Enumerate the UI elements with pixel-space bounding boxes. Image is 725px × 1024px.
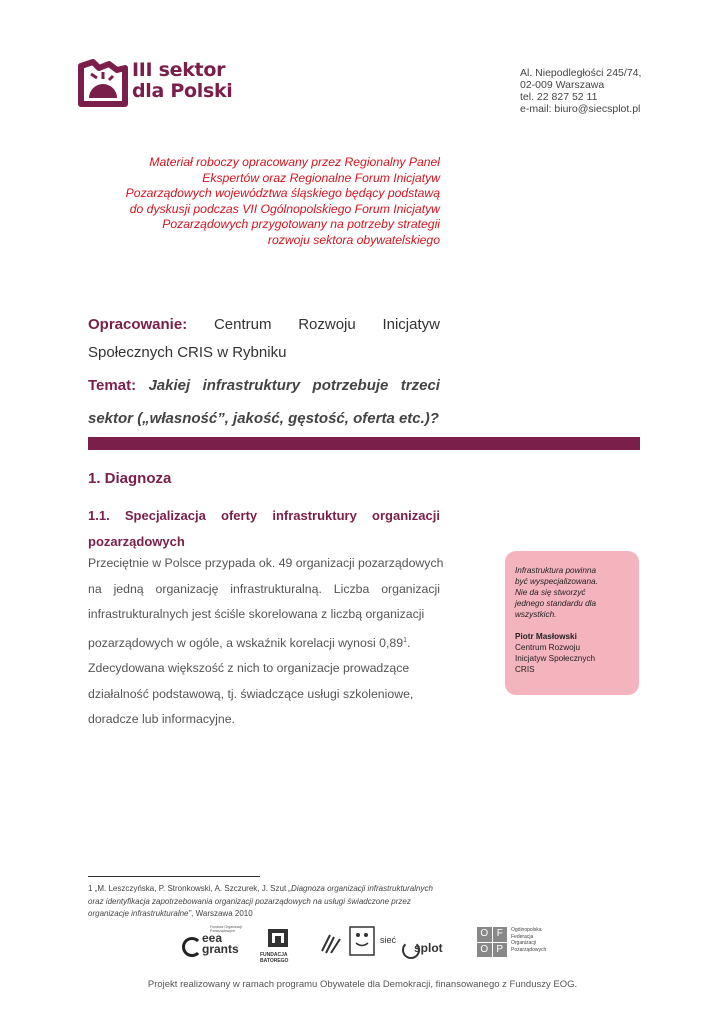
address-phone: tel. 22 827 52 11 — [520, 91, 598, 103]
ofop-line: Ogólnopolska — [511, 927, 542, 933]
address-city: 02-009 Warszawa — [520, 79, 605, 91]
body-paragraph — [88, 551, 444, 733]
quote-line: Infrastruktura powinna — [515, 566, 597, 575]
ofop-letter: O — [477, 927, 492, 942]
subsection-word: infrastruktury — [272, 508, 357, 523]
address-block — [520, 67, 641, 115]
eea-fund-caption: Fundusz Organizacji Pozarządowych — [210, 925, 242, 933]
subsection-word: 1.1. — [88, 508, 110, 523]
quote-author: Piotr Masłowski — [515, 632, 577, 641]
ofop-wordmark — [511, 927, 546, 953]
siec-splot-logo — [380, 935, 450, 965]
quote-affiliation-line: CRIS — [515, 665, 535, 674]
body-word: organizacji — [381, 581, 440, 596]
section-heading: 1. Diagnoza — [88, 470, 172, 487]
body-line — [88, 682, 440, 708]
ofop-letter: P — [493, 943, 508, 958]
eea-swirl-icon — [182, 937, 202, 957]
ofop-letter: F — [493, 927, 508, 942]
logo-line-2: dla Polski — [132, 80, 233, 102]
intro-line: Pozarządowych przygotowany na potrzeby strategii — [162, 217, 440, 232]
opracowanie-word: Centrum — [213, 316, 272, 333]
temat-word: trzeci — [400, 377, 440, 394]
eea-line-2: grants — [202, 942, 239, 956]
address-street: Al. Niepodległości 245/74, — [520, 67, 642, 79]
body-line — [88, 551, 444, 577]
logo-wordmark — [132, 60, 233, 102]
body-text: działalność podstawową, tj. świadczące usługi szkoleniowe, — [88, 686, 414, 701]
intro-line: Materiał roboczy opracowany przez Regionalny Panel — [149, 155, 440, 169]
body-word: na — [88, 581, 102, 596]
footnote-mark[interactable]: 1 — [403, 636, 407, 644]
eea-line-1: eea — [202, 931, 223, 945]
project-footer: Projekt realizowany w ramach programu Obywatele dla Demokracji, finansowanego z Funduszy EOG. — [147, 979, 578, 990]
body-word: jedną — [113, 581, 144, 596]
quote-box — [505, 551, 639, 695]
quote-text — [515, 565, 629, 620]
body-line — [88, 602, 440, 628]
body-text: pozarządowych w ogóle, a wskaźnik korelacji wynosi 0,89 — [88, 635, 404, 650]
body-line-last: doradcze lub informacyjne. — [88, 712, 235, 727]
quote-line: wszystkich. — [515, 610, 557, 619]
body-line — [88, 577, 440, 603]
opracowanie-word: Rozwoju — [298, 316, 356, 333]
opracowanie-line — [88, 316, 440, 333]
temat-word: Jakiej — [148, 377, 191, 394]
batory-line-1: FUNDACJA — [260, 952, 288, 958]
intro-line: rozwoju sektora obywatelskiego — [267, 232, 440, 247]
logo-mark-icon — [75, 58, 131, 110]
body-text: Przeciętnie w Polsce przypada ok. 49 organizacji pozarządowych — [88, 556, 444, 570]
quote-affiliation-line: Inicjatyw Społecznych — [515, 654, 596, 663]
sponsor-logos — [160, 925, 570, 970]
quote-line: jednego standardu dla — [515, 599, 597, 608]
batory-line-2: BATOREGO — [260, 958, 289, 964]
body-line — [88, 628, 440, 657]
footnote-tail: , Warszawa 2010 — [191, 909, 253, 918]
temat-line — [88, 377, 440, 394]
subsection-heading — [88, 503, 440, 555]
divider-bar — [88, 437, 640, 450]
faces-logo-icon — [348, 925, 376, 959]
body-text: Zdecydowana większość z nich to organizacje prowadzące — [88, 661, 410, 676]
birds-logo-icon — [320, 931, 344, 957]
temat-label: Temat: — [88, 377, 137, 394]
ofop-line: Federacja — [511, 933, 534, 940]
body-text: . — [407, 635, 411, 650]
batory-wordmark — [260, 952, 288, 964]
intro-note — [90, 155, 440, 249]
body-word: organizację — [155, 581, 219, 596]
subsection-word: organizacji — [372, 508, 440, 523]
intro-line: Ekspertów oraz Regionalne Forum Inicjatyw — [202, 170, 440, 185]
opracowanie-line-2: Społecznych CRIS w Rybniku — [88, 344, 287, 361]
temat-line-2: sektor („własność”, jakość, gęstość, oferta etc.)? — [88, 410, 439, 427]
ofop-line: Organizacji — [511, 940, 537, 946]
ofop-line: Pozarządowych — [511, 946, 547, 953]
body-text: infrastrukturalnych jest ściśle skorelowana z liczbą organizacji — [88, 607, 425, 621]
body-word: infrastrukturalną. — [230, 581, 322, 596]
quote-line: być wyspecjalizowana. — [515, 577, 598, 586]
quote-affiliation-line: Centrum Rozwoju — [515, 643, 581, 652]
subsection-word: Specjalizacja — [124, 508, 206, 523]
ofop-logo — [477, 927, 569, 967]
temat-word: infrastruktury — [202, 377, 301, 394]
ofop-emblem — [477, 927, 507, 957]
opracowanie-label: Opracowanie: — [88, 316, 188, 333]
intro-line: Pozarządowych województwa śląskiego będący podstawą — [125, 186, 440, 201]
batory-logo — [260, 927, 300, 969]
body-text-with-footnote — [88, 628, 410, 657]
intro-line: do dyskusji podczas VII Ogólnopolskiego Forum Inicjatyw — [129, 201, 440, 216]
splot-word: splot — [414, 941, 443, 955]
eea-grants-logo — [180, 925, 250, 969]
temat-word: potrzebuje — [312, 377, 389, 394]
eea-wordmark — [202, 933, 239, 955]
footnote-number: 1 — [88, 884, 93, 893]
footnote-rule — [88, 876, 260, 877]
batory-emblem-icon — [266, 927, 292, 949]
logo-line-1: III sektor — [132, 59, 226, 81]
quote-line: Nie da się stworzyć — [515, 588, 586, 597]
subsection-line-2: pozarządowych — [88, 534, 185, 549]
subsection-word: oferty — [221, 508, 258, 523]
siec-word: sieć — [380, 935, 397, 945]
opracowanie-word: Inicjatyw — [382, 316, 440, 333]
address-email[interactable]: e-mail: biuro@siecsplot.pl — [520, 103, 641, 115]
body-line — [88, 656, 440, 682]
ofop-letter: O — [477, 943, 492, 958]
footnote — [88, 883, 448, 921]
footnote-title: „Diagnoza organizacji infrastrukturalnych oraz identyfikacja zapotrzebowania organizacji pozarządowych na usługi świadczone przez organizacje infrastrukturalne” — [88, 884, 433, 918]
body-word: Liczba — [333, 581, 370, 596]
footnote-authors: „M. Leszczyńska, P. Stronkowski, A. Szczurek, J. Szut — [94, 884, 289, 893]
